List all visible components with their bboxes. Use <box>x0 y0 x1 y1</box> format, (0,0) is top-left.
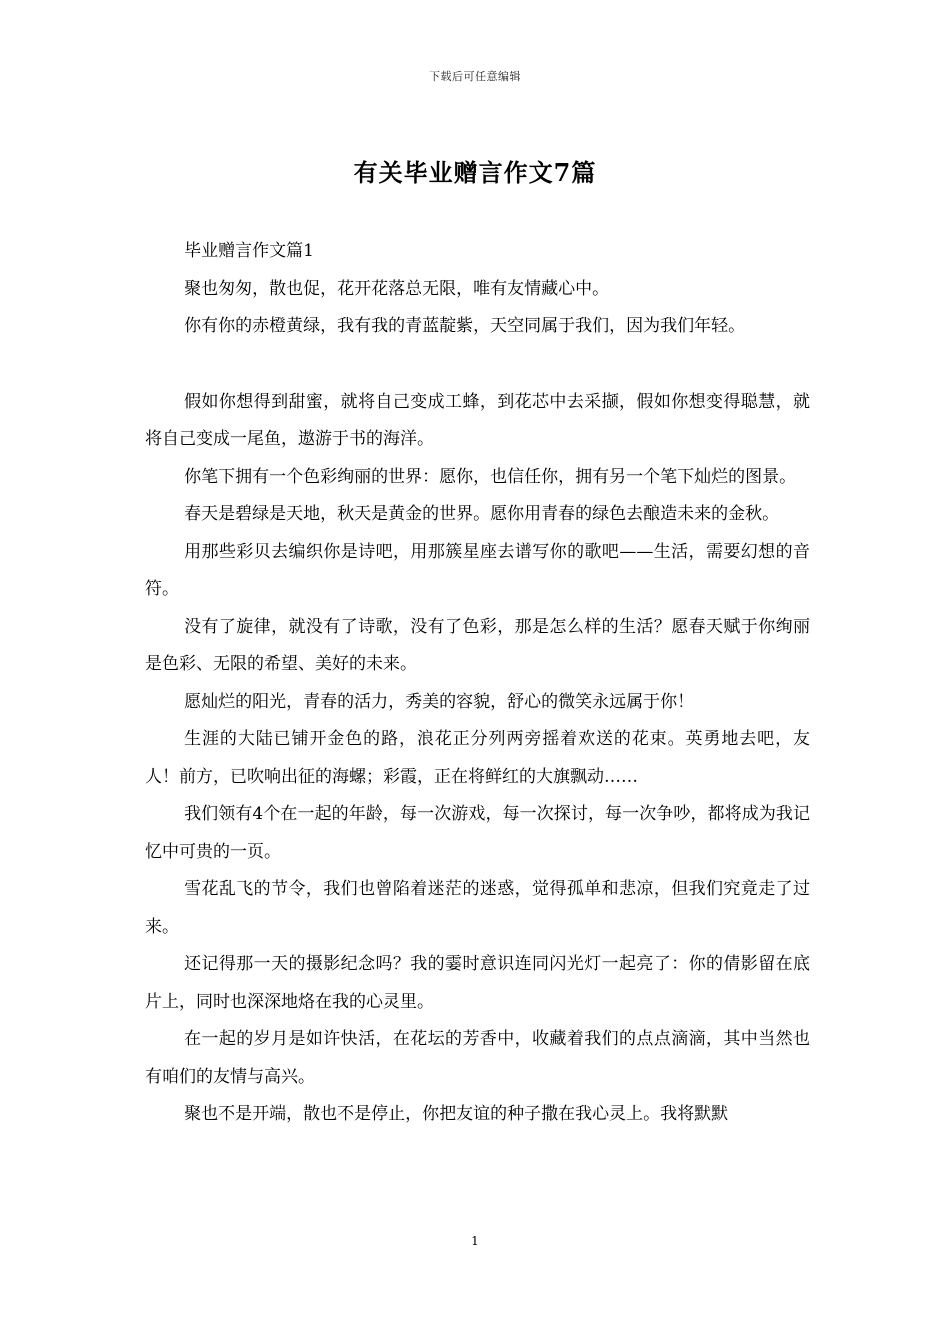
paragraph-11: 雪花乱飞的节令，我们也曾陷着迷茫的迷惑，觉得孤单和悲凉，但我们究竟走了过来。 <box>145 879 810 937</box>
paragraph-5: 春天是碧绿是天地，秋天是黄金的世界。愿你用青春的绿色去酿造未来的金秋。 <box>184 504 780 524</box>
paragraph-7: 没有了旋律，就没有了诗歌，没有了色彩，那是怎么样的生活？愿春天赋于你绚丽是色彩、无限的希望、美好的未来。 <box>145 616 810 674</box>
paragraph-9: 生涯的大陆已铺开金色的路，浪花正分列两旁摇着欢送的花束。英勇地去吧，友人！前方，已吹响出征的海螺；彩霞，正在将鲜红的大旗飘动…… <box>145 729 810 787</box>
header-note: 下载后可任意编辑 <box>429 70 521 83</box>
paragraph-10: 我们领有4个在一起的年龄，每一次游戏，每一次探讨，每一次争吵，都将成为我记忆中可贵的一页。 <box>145 804 810 862</box>
paragraph-8: 愿灿烂的阳光，青春的活力，秀美的容貌，舒心的微笑永远属于你！ <box>184 691 695 712</box>
paragraph-6: 用那些彩贝去编织你是诗吧，用那簇星座去谱写你的歌吧——生活，需要幻想的音符。 <box>145 541 810 599</box>
paragraph-14: 聚也不是开端，散也不是停止，你把友谊的种子撒在我心灵上。我将默默 <box>184 1104 729 1124</box>
paragraph-2: 你有你的赤橙黄绿，我有我的青蓝靛紫，天空同属于我们，因为我们年轻。 <box>184 316 746 336</box>
paragraph-1: 聚也匆匆，散也促，花开花落总无限，唯有友情藏心中。 <box>184 278 610 299</box>
paragraph-4: 你笔下拥有一个色彩绚丽的世界：愿你，也信任你，拥有另一个笔下灿烂的图景。 <box>184 466 797 487</box>
paragraph-gap <box>145 346 810 384</box>
page-number: 1 <box>471 1234 479 1248</box>
paragraph-3: 假如你想得到甜蜜，就将自己变成工蜂，到花芯中去采撷，假如你想变得聪慧，就将自己变成一尾鱼，遨游于书的海洋。 <box>145 391 810 449</box>
section-heading: 毕业赠言作文篇1 <box>184 241 314 261</box>
document-body <box>145 233 810 1134</box>
paragraph-12: 还记得那一天的摄影纪念吗？我的霎时意识连同闪光灯一起亮了：你的倩影留在底片上，同时也深深地烙在我的心灵里。 <box>145 954 810 1012</box>
document-title: 有关毕业赠言作文7篇 <box>353 158 597 187</box>
paragraph-13: 在一起的岁月是如许快活，在花坛的芳香中，收藏着我们的点点滴滴，其中当然也有咱们的友情与高兴。 <box>145 1029 810 1087</box>
